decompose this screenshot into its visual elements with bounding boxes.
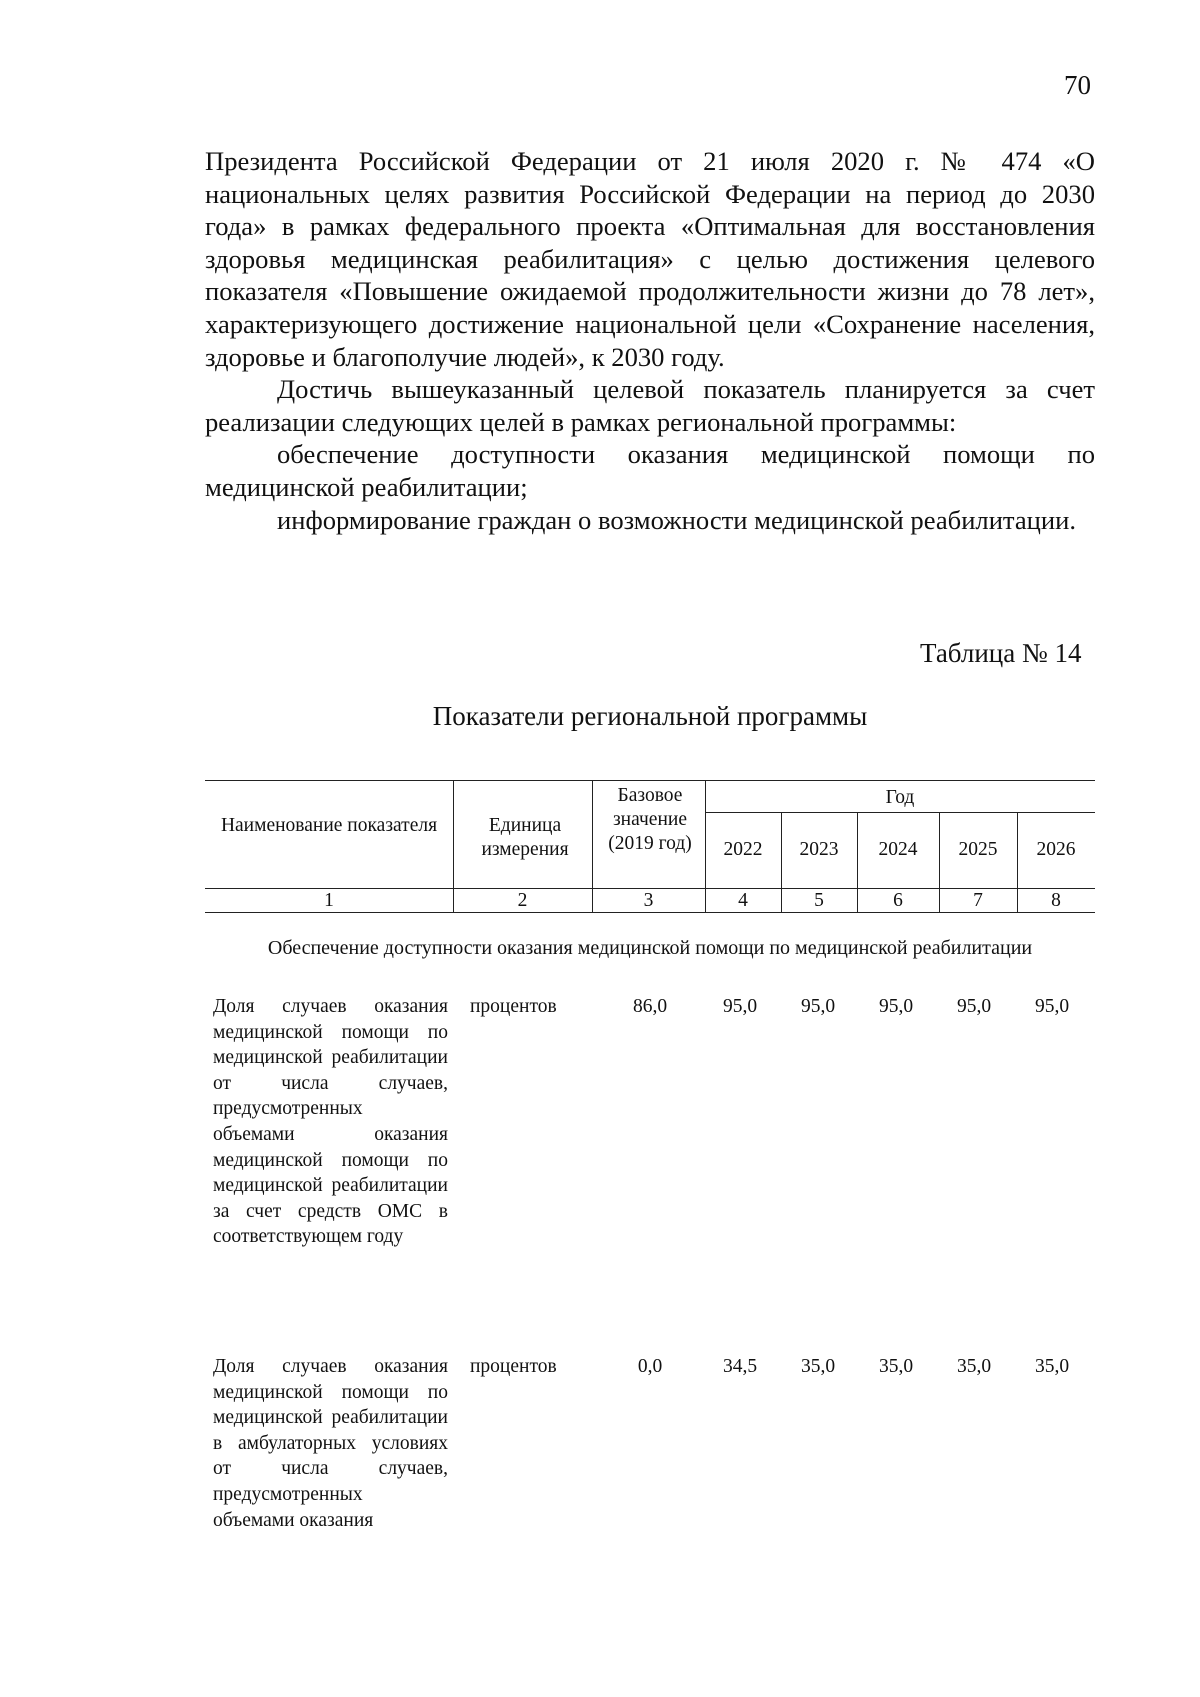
column-number: 4	[738, 890, 748, 911]
row-value: 95,0	[878, 996, 914, 1017]
header-base-value: Базовое значение (2019 год)	[608, 785, 692, 854]
year-group-divider	[705, 812, 1095, 813]
row-value: 35,0	[800, 1356, 836, 1377]
page-number: 70	[1064, 70, 1091, 100]
row-value: 86,0	[632, 996, 668, 1017]
column-number: 3	[643, 890, 654, 911]
body-text	[205, 145, 1095, 536]
row-value: 95,0	[956, 996, 992, 1017]
table-top-border	[205, 780, 1095, 781]
column-number: 6	[893, 890, 903, 911]
row-unit: процентов	[470, 996, 557, 1017]
paragraph: информирование граждан о возможности медицинской реабилитации.	[277, 504, 1077, 535]
paragraph: Президента Российской Федерации от 21 июля 2020 г. № 474 «О национальных целях развития Российской Федерации на период до 2030 года» в рамках федерального проекта «Оптимальная для восстановления здоровья медицинская реабилитация» с целью достижения целевого показателя «Повышение ожидаемой продолжительности жизни до 78 лет», характеризующего достижение национальной цели «Сохранение населения, здоровье и благополучие людей», к 2030 году.	[205, 146, 1095, 372]
header-year: 2022	[723, 839, 763, 860]
header-year: 2026	[1036, 839, 1076, 860]
column-number: 1	[324, 890, 334, 911]
row-indicator-name: Доля случаев оказания медицинской помощи по медицинской реабилитации в амбулаторных условиях от числа случаев, предусмотренных объемами оказания	[213, 1356, 448, 1531]
paragraph: обеспечение доступности оказания медицинской помощи по медицинской реабилитации;	[205, 439, 1095, 502]
column-number: 5	[814, 890, 824, 911]
row-value: 95,0	[1034, 996, 1070, 1017]
header-year: 2024	[878, 839, 918, 860]
table-title: Показатели региональной программы	[432, 701, 868, 731]
row-unit: процентов	[470, 1356, 557, 1377]
row-value: 95,0	[800, 996, 836, 1017]
header-indicator-name: Наименование показателя	[220, 815, 438, 836]
row-value: 0,0	[637, 1356, 663, 1377]
table-number: Таблица № 14	[920, 638, 1082, 668]
row-value: 95,0	[722, 996, 758, 1017]
row-value: 35,0	[1034, 1356, 1070, 1377]
column-number: 2	[517, 890, 528, 911]
table-section-title: Обеспечение доступности оказания медицинской помощи по медицинской реабилитации	[267, 937, 1033, 959]
row-value: 34,5	[722, 1356, 758, 1377]
row-value: 35,0	[878, 1356, 914, 1377]
header-year: 2025	[958, 839, 998, 860]
row-indicator-name: Доля случаев оказания медицинской помощи по медицинской реабилитации от числа случаев, предусмотренных объемами оказания медицинской помощи по медицинской реабилитации за счет средств ОМС в соответствующем году	[213, 996, 448, 1248]
paragraph: Достичь вышеуказанный целевой показатель планируется за счет реализации следующих целей в рамках региональной программы:	[205, 374, 1095, 437]
column-number: 8	[1051, 890, 1061, 911]
header-unit: Единица измерения	[481, 815, 569, 860]
column-number: 7	[973, 890, 983, 911]
header-year-group: Год	[885, 787, 915, 808]
header-year: 2023	[799, 839, 839, 860]
row-value: 35,0	[956, 1356, 992, 1377]
